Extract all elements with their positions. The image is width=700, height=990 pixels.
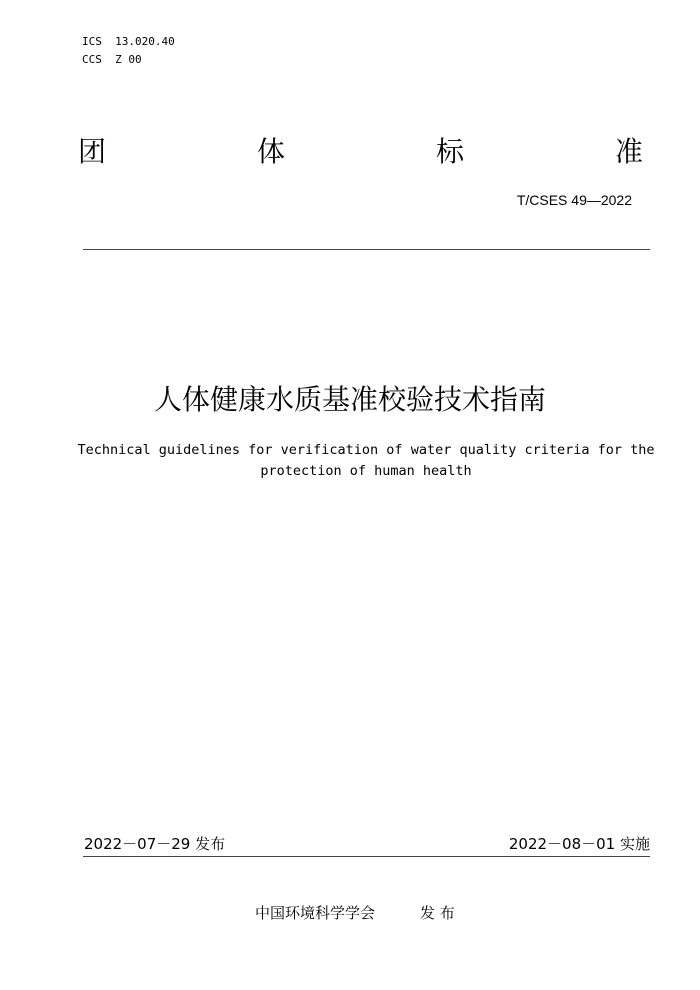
publish-date: 2022－07－29 发布 xyxy=(84,835,226,853)
top-divider xyxy=(83,249,650,250)
standard-type-char-3: 标 xyxy=(436,135,465,168)
standard-type-char-2: 体 xyxy=(257,135,286,168)
publisher-name: 中国环境科学学会 xyxy=(255,904,376,922)
standard-number: T/CSES 49—2022 xyxy=(516,192,632,208)
implement-date: 2022－08－01 实施 xyxy=(508,835,650,853)
standard-type-char-1: 团 xyxy=(78,135,107,168)
ccs-code: CCS Z 00 xyxy=(82,53,142,66)
title-english: Technical guidelines for verification of water quality criteria for the protection of human health xyxy=(77,442,655,479)
title-chinese: 人体健康水质基准校验技术指南 xyxy=(153,383,546,416)
publish-label: 发 布 xyxy=(420,904,455,922)
bottom-divider xyxy=(83,856,650,857)
ics-code: ICS 13.020.40 xyxy=(82,35,175,48)
standard-type-char-4: 准 xyxy=(615,135,644,168)
